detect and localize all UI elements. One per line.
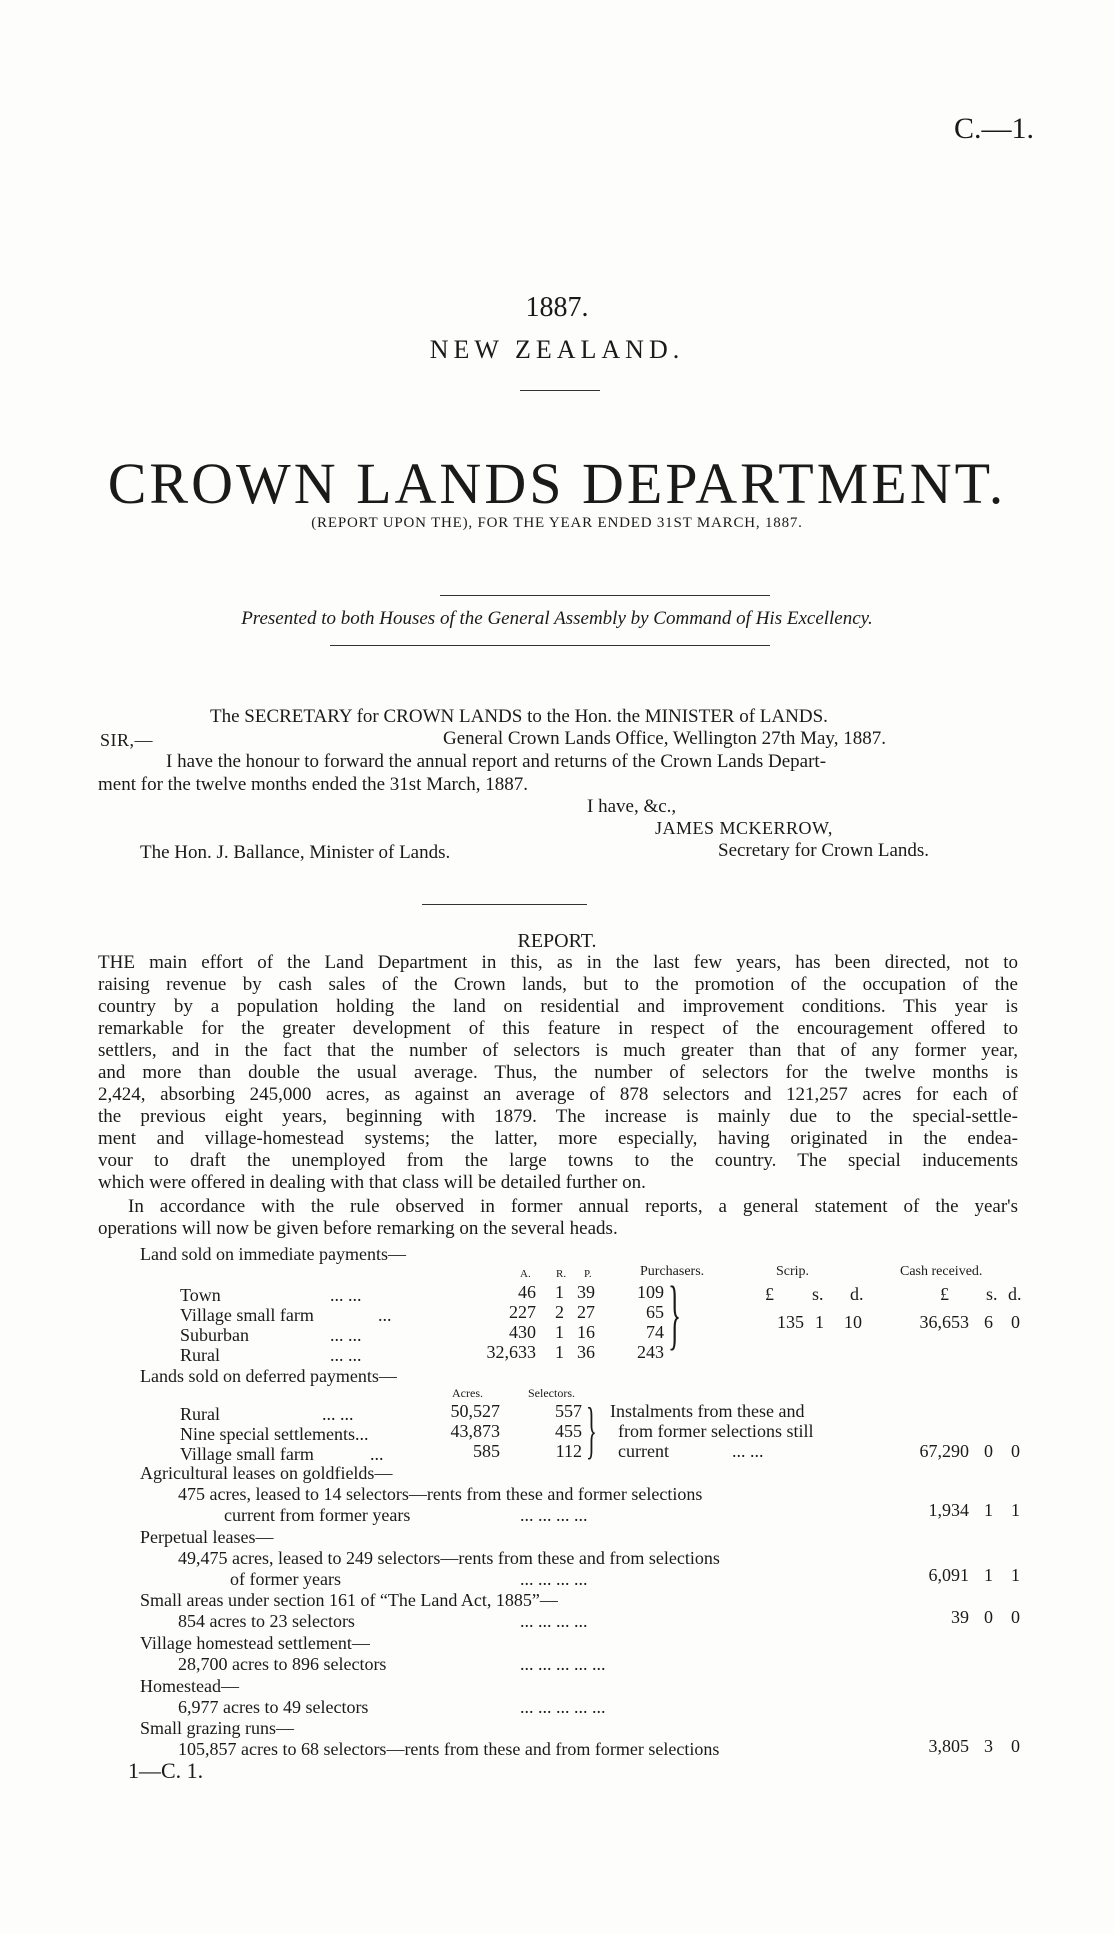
salutation: SIR,— <box>100 730 154 750</box>
row-acres: 43,873 <box>450 1421 500 1441</box>
paragraph-line: which were offered in dealing with that class will be detailed further on. <box>98 1172 646 1193</box>
section-dots: ... ... ... ... <box>520 1505 588 1525</box>
paragraph-line: operations will now be given before remarking on the several heads. <box>98 1218 618 1239</box>
letter-signature: JAMES MCKERROW, <box>655 818 833 838</box>
section-line: 28,700 acres to 896 selectors <box>178 1654 387 1674</box>
row-label: Rural <box>180 1404 220 1424</box>
cash-pounds: 6,091 <box>928 1565 969 1585</box>
row-dots: ... <box>370 1444 384 1464</box>
row-p: 39 <box>577 1282 595 1302</box>
section-line: 475 acres, leased to 14 selectors—rents from these and former selections <box>178 1484 703 1504</box>
deferred-note: current <box>618 1441 669 1461</box>
letter-body-1: I have the honour to forward the annual report and returns of the Crown Lands Depart- <box>166 751 827 772</box>
row-acres: 50,527 <box>450 1401 500 1421</box>
row-purchasers: 65 <box>646 1302 664 1322</box>
deferred-note-dots: ... ... <box>732 1441 764 1461</box>
paragraph-line: vour to draft the unemployed from the large towns to the country. The special inducements <box>98 1150 1018 1171</box>
col-pound: £ <box>940 1284 949 1304</box>
cash-d: 0 <box>1011 1736 1020 1756</box>
cash-s: 0 <box>984 1441 993 1461</box>
section-dots: ... ... ... ... <box>520 1611 588 1631</box>
page-reference: C.—1. <box>953 112 1034 145</box>
signature-mark: 1—C. 1. <box>128 1758 204 1783</box>
section-line: of former years <box>230 1569 341 1589</box>
cash-d: 0 <box>1011 1312 1020 1332</box>
row-selectors: 455 <box>555 1421 582 1441</box>
divider <box>330 645 770 646</box>
cash-s: 3 <box>984 1736 993 1756</box>
deferred-note: Instalments from these and <box>610 1401 805 1421</box>
deferred-heading: Lands sold on deferred payments— <box>140 1366 397 1386</box>
cash-d: 1 <box>1011 1565 1020 1585</box>
row-label: Village small farm <box>180 1444 314 1464</box>
row-r: 1 <box>555 1342 564 1362</box>
row-dots: ... ... <box>322 1404 354 1424</box>
paragraph-line: THE main effort of the Land Department in this, as in the last few years, has been directed, not to <box>98 952 1018 973</box>
row-r: 1 <box>555 1322 564 1342</box>
paragraph-line: country by a population holding the land on residential and improvement conditions. This year is <box>98 996 1018 1017</box>
scrip-s: 1 <box>815 1312 824 1332</box>
row-p: 16 <box>577 1322 595 1342</box>
year: 1887. <box>525 292 589 323</box>
col-r: R. <box>556 1268 567 1280</box>
presented-line: Presented to both Houses of the General Assembly by Command of His Excellency. <box>241 608 873 629</box>
section-dots: ... ... ... ... ... <box>520 1654 606 1674</box>
section-line: current from former years <box>224 1505 411 1525</box>
scrip-pounds: 135 <box>777 1312 804 1332</box>
section-heading: Village homestead settlement— <box>140 1633 370 1653</box>
letter-body-2: ment for the twelve months ended the 31st March, 1887. <box>98 774 529 795</box>
brace: } <box>668 1270 682 1357</box>
row-a: 227 <box>509 1302 536 1322</box>
paragraph-line: 2,424, absorbing 245,000 acres, as against an average of 878 selectors and 121,257 acres for each of <box>98 1084 1018 1105</box>
section-dots: ... ... ... ... <box>520 1569 588 1589</box>
paragraph-line: raising revenue by cash sales of the Crown lands, but to the promotion of the occupation of the <box>98 974 1018 995</box>
row-a: 32,633 <box>486 1342 536 1362</box>
cash-pounds: 39 <box>951 1607 969 1627</box>
cash-s: 6 <box>984 1312 993 1332</box>
cash-pounds: 3,805 <box>928 1736 969 1756</box>
report-paragraph-1 <box>98 952 1018 1194</box>
signatory-title: Secretary for Crown Lands. <box>718 840 930 861</box>
deferred-note: from former selections still <box>618 1421 814 1441</box>
row-label: Nine special settlements... <box>180 1424 369 1444</box>
row-a: 430 <box>509 1322 536 1342</box>
cash-s: 1 <box>984 1565 993 1585</box>
document-subtitle: (REPORT UPON THE), FOR THE YEAR ENDED 31ST MARCH, 1887. <box>311 515 803 531</box>
cash-pounds: 67,290 <box>919 1441 969 1461</box>
section-heading: Homestead— <box>140 1676 239 1696</box>
paragraph-line: the previous eight years, beginning with 1879. The increase is mainly due to the special-settle- <box>98 1106 1018 1127</box>
col-acres: Acres. <box>452 1386 483 1400</box>
row-dots: ... ... <box>330 1345 362 1365</box>
row-dots: ... ... <box>330 1285 362 1305</box>
section-line: 6,977 acres to 49 selectors <box>178 1697 369 1717</box>
brace: } <box>586 1394 597 1465</box>
row-label: Village small farm <box>180 1305 314 1325</box>
row-label: Town <box>180 1285 221 1305</box>
paragraph-line: In accordance with the rule observed in former annual reports, a general statement of the year's <box>128 1196 1018 1217</box>
col-selectors: Selectors. <box>528 1386 575 1400</box>
cash-d: 0 <box>1011 1607 1020 1627</box>
row-label: Rural <box>180 1345 220 1365</box>
row-label: Suburban <box>180 1325 249 1345</box>
col-p: P. <box>584 1268 592 1280</box>
letter-heading: The SECRETARY for CROWN LANDS to the Hon. the MINISTER of LANDS. <box>210 706 828 727</box>
section-line: 854 acres to 23 selectors <box>178 1611 355 1631</box>
document-title: CROWN LANDS DEPARTMENT. <box>107 451 1007 516</box>
divider <box>440 595 770 596</box>
cash-pounds: 36,653 <box>919 1312 969 1332</box>
section-line: 49,475 acres, leased to 249 selectors—rents from these and from selections <box>178 1548 720 1568</box>
cash-d: 0 <box>1011 1441 1020 1461</box>
col-scrip: Scrip. <box>776 1264 810 1279</box>
cash-d: 1 <box>1011 1500 1020 1520</box>
col-s: s. <box>986 1284 998 1304</box>
paragraph-line: ment and village-homestead systems; the latter, more especially, having originated in the endea- <box>98 1128 1018 1149</box>
cash-pounds: 1,934 <box>928 1500 969 1520</box>
row-dots: ... <box>378 1305 392 1325</box>
section-heading: Small grazing runs— <box>140 1718 294 1738</box>
scrip-d: 10 <box>844 1312 862 1332</box>
row-p: 36 <box>577 1342 595 1362</box>
section-heading: Agricultural leases on goldfields— <box>140 1463 393 1483</box>
col-d: d. <box>1008 1284 1022 1304</box>
col-cash-received: Cash received. <box>900 1264 983 1279</box>
row-selectors: 112 <box>555 1441 582 1461</box>
country: NEW ZEALAND. <box>429 335 685 364</box>
row-acres: 585 <box>473 1441 500 1461</box>
section-heading: Perpetual leases— <box>140 1527 274 1547</box>
section-line: 105,857 acres to 68 selectors—rents from these and from former selections <box>178 1739 720 1759</box>
row-a: 46 <box>518 1282 536 1302</box>
row-r: 1 <box>555 1282 564 1302</box>
row-purchasers: 243 <box>637 1342 664 1362</box>
letter-closing: I have, &c., <box>587 796 677 817</box>
col-pound: £ <box>765 1284 774 1304</box>
cash-s: 1 <box>984 1500 993 1520</box>
report-paragraph-2 <box>98 1196 1018 1240</box>
row-selectors: 557 <box>555 1401 582 1421</box>
row-purchasers: 109 <box>637 1282 664 1302</box>
col-s: s. <box>812 1284 824 1304</box>
row-dots: ... ... <box>330 1325 362 1345</box>
section-heading: Small areas under section 161 of “The Land Act, 1885”— <box>140 1590 558 1610</box>
report-heading: REPORT. <box>517 930 597 952</box>
paragraph-line: settlers, and in the fact that the number of selectors is much greater than that of any former year, <box>98 1040 1018 1061</box>
row-p: 27 <box>577 1302 595 1322</box>
divider <box>422 904 587 905</box>
immediate-heading: Land sold on immediate payments— <box>140 1244 406 1264</box>
col-purchasers: Purchasers. <box>640 1264 705 1279</box>
paragraph-line: remarkable for the greater development of this feature in respect of the encouragement offered to <box>98 1018 1018 1039</box>
letter-addressee: The Hon. J. Ballance, Minister of Lands. <box>140 842 451 863</box>
paragraph-line: and more than double the usual average. Thus, the number of selectors for the twelve months is <box>98 1062 1018 1083</box>
row-r: 2 <box>555 1302 564 1322</box>
divider <box>520 390 600 391</box>
cash-s: 0 <box>984 1607 993 1627</box>
col-d: d. <box>850 1284 864 1304</box>
place-date: General Crown Lands Office, Wellington 27th May, 1887. <box>443 728 886 749</box>
row-purchasers: 74 <box>646 1322 664 1342</box>
section-dots: ... ... ... ... ... <box>520 1697 606 1717</box>
col-a: A. <box>520 1268 531 1280</box>
